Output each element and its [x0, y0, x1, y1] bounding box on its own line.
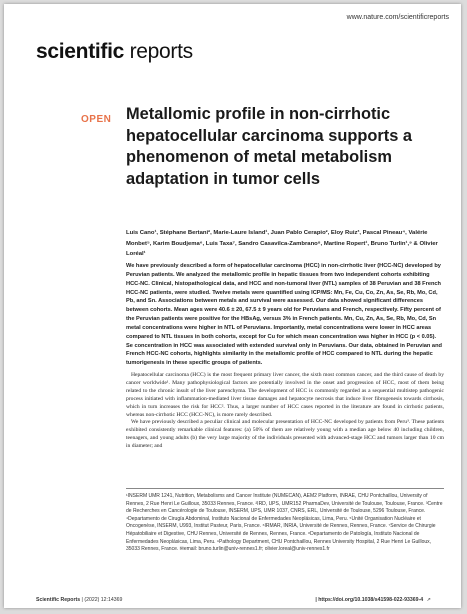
author-list: Luis Cano¹, Stéphane Bertani², Marie‑Laure Island¹, Juan Pablo Cerapio², Eloy Ruiz³, Pascal Pineau⁴, Valérie Monbet⁵, Karim Boudjema⁶, Luis Taxa⁷, Sandro Casavilca‑Zambrano⁸, Martine Ropert¹, Bruno Turlin¹,⁹ & Olivier Loréal¹: [126, 230, 438, 258]
article-page: [4, 4, 461, 608]
journal-url[interactable]: www.nature.com/scientificreports: [346, 14, 449, 21]
footer-volume: | (2022) 12:14369: [80, 597, 123, 603]
arrow-icon: ↗: [426, 597, 431, 603]
footer-doi: | https://doi.org/10.1038/s41598-022-93369-4: [315, 597, 424, 603]
footer-journal: Scientific Reports: [36, 597, 81, 603]
abstract: We have previously described a form of hepatocellular carcinoma (HCC) in non‑cirrhotic liver (HCC‑NC) developed by Peruvian patients. We analyzed the metallomic profile in hepatic tissues from two independent cohorts exhibiting HCC‑NC. Clinical, histopathological data, and HCC and non‑tumoral liver (NTL) samples of 38 Peruvian and 38 French HCC‑NC patients, were studied. Twelve metals were quantified using ICP/MS: Mn, Fe, Cu, Co, Zn, As, Se, Rb, Mo, Cd, Pb, and Sn. Associations between metals and survival were assessed. Our data showed significant differences between cohorts. Mean ages were 40.6 ± 20, 67.5 ± 9 years old for Peruvians and French, respectively. Fifty percent of the Peruvian patients were positive for the HBsAg, versus 3% in French patients. Mn, Cu, Zn, As, Se, Rb, Mo, Cd, Sn metal concentrations were higher in NTL of Peruvians. Importantly, metal concentrations were lower in HCC areas compared to NTL tissues in both cohorts, except for Cu for which mean concentration was higher in HCC (p < 0.05). Se concentration in HCC was associated with extended survival only in Peruvians. Our data, obtained in Peruvian and French HCC‑NC cohorts, highlights similarity in the metallomic profile of HCC compared to NTL during the hepatic tumorigenesis in these specific groups of patients.: [126, 263, 442, 367]
body-paragraph: We have previously described a peculiar clinical and molecular presentation of HCC‑NC developed by patients from Peru³. These patients exhibited consistently remarkable clinical features: (a) 50% of them are relatively young with a median age below 40 including children, teenagers, and young adults (b) the very large majority of the individuals presented with advanced‑stage HCC and tumors larger than 10 cm in diameter; and: [126, 419, 444, 450]
journal-logo-bold: scientific: [36, 40, 125, 63]
page-footer: [4, 594, 461, 608]
journal-logo-light: reports: [124, 40, 193, 63]
journal-logo[interactable]: [36, 40, 193, 64]
affiliation-divider: [126, 488, 444, 489]
footer-doi-link[interactable]: [315, 597, 431, 603]
open-access-badge: OPEN: [81, 114, 112, 125]
affiliations: ¹INSERM UMR 1241, Nutrition, Metabolisms and Cancer Institute (NUMECAN), AEM2 Platform, INRAE, CHU Pontchaillou, University of Rennes, 2 Rue Henri Le Guilloux, 35033 Rennes, France. ²IRD, UPS, UMR152 PharmaDev, Université de Toulouse, Toulouse, France. ³Centre de Recherches en Cancérologie de Toulouse, INSERM, UPS, UMR 1037, CNRS, ERL, Université de Toulouse, 5296 Toulouse, France. ⁴Departamento de Cirugía Abdominal, Instituto Nacional de Enfermedades Neoplásicas, Lima, Peru. ⁵Unité Organisation Nucléaire et Oncogenèse, INSERM, U993, Institut Pasteur, Paris, France. ⁶IRMAR, INRIA, Université de Rennes, Rennes, France. ⁷Service de Chirurgie Hépatobiliaire et Digestive, CHU Rennes, Université de Rennes, Rennes, France. ⁸Departamento de Patología, Instituto Nacional de Enfermedades Neoplásicas, Lima, Peru. ⁹Pathology Department, CHU Pontchaillou, Rennes University Hospital, 2 Rue Henri Le Guilloux, 35033 Rennes, France. ✉email: bruno.turlin@univ-rennes1.fr; olivier.loreal@univ-rennes1.fr: [126, 493, 443, 553]
article-body: [126, 372, 444, 451]
body-paragraph: Hepatocellular carcinoma (HCC) is the most frequent primary liver cancer, the sixth most common cancer, and the third cause of death by cancer worldwide¹. Many pathophysiological factors are potentially involved in the onset and progression of HCC, most of them being related to the chronic insult of the liver parenchyma. The development of HCC is commonly regarded as a sequential multistep pathogenic process initiated with inflammation‑mediated liver tissue damages and hepatocyte necrosis that induce liver fibrogenesis towards cirrhosis, which in turn increases the risk for HCC². Thus, a larger number of HCC cases reported in the literature are found in cirrhotic patients, whereas non‑cirrhotic HCC (HCC‑NC), is more rarely described.: [126, 372, 444, 418]
article-title: Metallomic profile in non‑cirrhotic hepatocellular carcinoma supports a phenomenon of metal metabolism adaptation in tumor cells: [126, 105, 413, 188]
footer-citation: [36, 597, 122, 603]
